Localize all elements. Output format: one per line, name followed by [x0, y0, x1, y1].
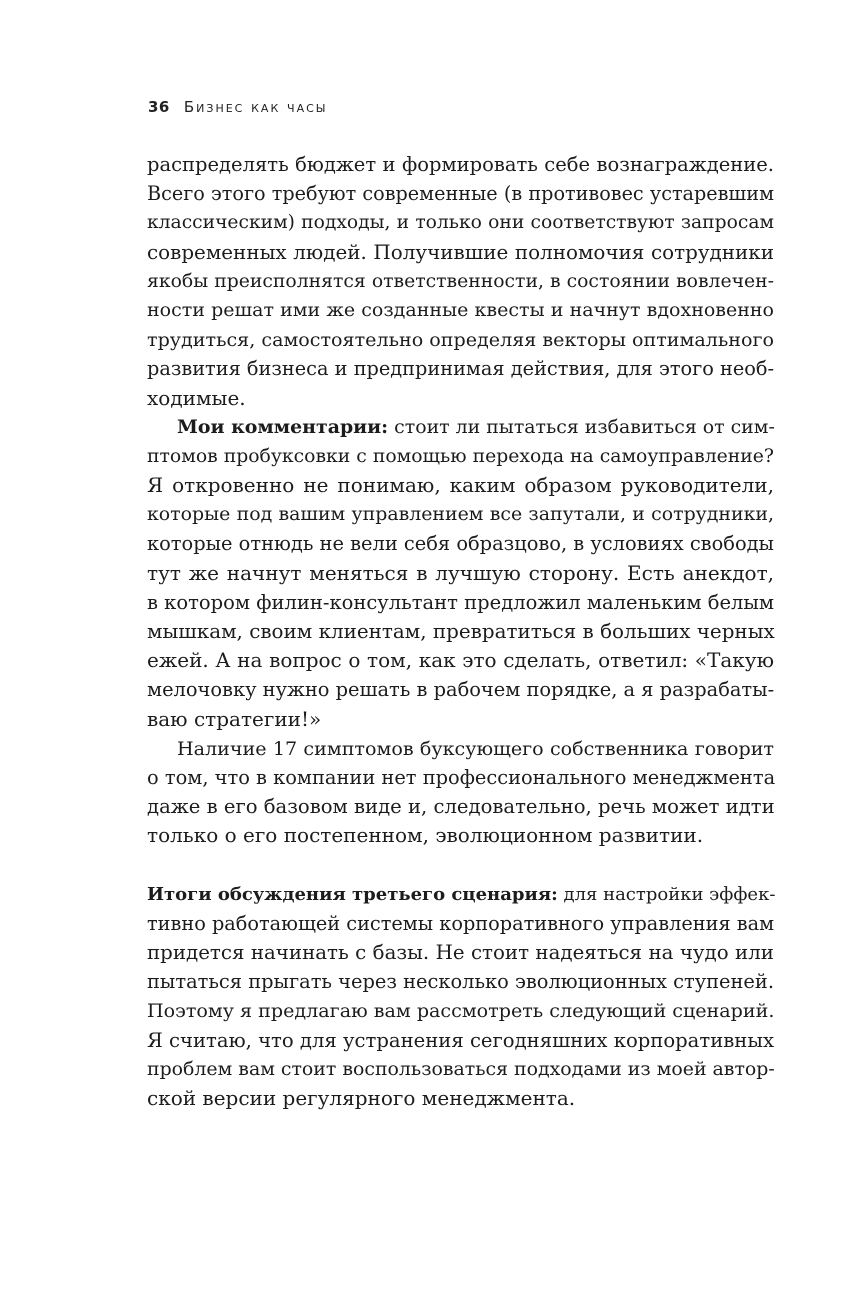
text-line: даже в его базовом виде и, следовательно, речь может идти	[147, 795, 775, 819]
running-head	[148, 97, 327, 117]
text-line: классическим) подходы, и только они соответствуют запросам	[147, 212, 774, 234]
paragraph-1	[147, 150, 774, 413]
summary-lead-rest: для настройки эффек-	[557, 883, 776, 905]
text-line: якобы преисполнятся ответственности, в состоянии вовлечен-	[147, 270, 774, 292]
text-line: ходимые.	[147, 385, 246, 410]
text-line: трудиться, самостоятельно определяя векторы оптимального	[147, 328, 774, 352]
text-line: в котором филин-консультант предложил маленьким белым	[147, 590, 775, 614]
comments-lead: Мои комментарии:	[177, 415, 389, 438]
paragraph-4	[147, 880, 774, 1114]
paragraph-2	[147, 413, 774, 734]
text-line: пытаться прыгать через несколько эволюционных ступеней.	[147, 970, 774, 994]
text-line: тут же начнут меняться в лучшую сторону. Есть анекдот,	[147, 560, 774, 585]
text-line: Я откровенно не понимаю, каким образом руководители,	[147, 473, 774, 498]
text-line: развития бизнеса и предпринимая действия, для этого необ-	[147, 357, 774, 381]
comments-lead-rest: стоит ли пытаться избавиться от сим-	[388, 415, 775, 438]
page-number: 36	[148, 98, 170, 116]
paragraph-3	[147, 734, 774, 851]
text-line	[147, 413, 774, 442]
text-line	[147, 880, 774, 909]
text-line: которые отнюдь не вели себя образцово, в условиях свободы	[147, 532, 774, 556]
text-line: проблем вам стоит воспользоваться подходами из моей автор-	[147, 1057, 775, 1080]
text-line: Всего этого требуют современные (в противовес устаревшим	[147, 182, 774, 206]
text-line: придется начинать с базы. Не стоит надеяться на чудо или	[147, 941, 774, 965]
paragraph-gap	[147, 851, 774, 880]
text-line: которые под вашим управлением все запутали, и сотрудники,	[147, 503, 774, 526]
text-line: ской версии регулярного менеджмента.	[147, 1086, 576, 1110]
book-title: Бизнес как часы	[183, 98, 328, 116]
text-line: птомов пробуксовки с помощью перехода на самоуправление?	[147, 445, 774, 467]
text-line: Наличие 17 симптомов буксующего собственника говорит	[177, 736, 774, 760]
text-line: ности решат ими же созданные квесты и начнут вдохновенно	[147, 298, 774, 321]
text-line: о том, что в компании нет профессионального менеджмента	[147, 765, 776, 789]
text-line: Я считаю, что для устранения сегодняшних корпоративных	[147, 1028, 774, 1052]
body-text	[147, 150, 774, 1113]
text-line: мышкам, своим клиентам, превратиться в больших черных	[147, 620, 775, 643]
text-line: современных людей. Получившие полномочия сотрудники	[147, 240, 774, 264]
text-line: ежей. А на вопрос о том, как это сделать, ответил: «Такую	[147, 648, 774, 673]
summary-lead: Итоги обсуждения третьего сценария:	[147, 883, 558, 905]
text-line: тивно работающей системы корпоративного управления вам	[147, 911, 775, 935]
text-line: распределять бюджет и формировать себе вознаграждение.	[147, 153, 774, 176]
text-line: мелочовку нужно решать в рабочем порядке, а я разрабаты-	[147, 678, 775, 702]
text-line: Поэтому я предлагаю вам рассмотреть следующий сценарий.	[147, 999, 775, 1023]
text-line: ваю стратегии!»	[147, 706, 322, 731]
text-line: только о его постепенном, эволюционном развитии.	[147, 823, 704, 848]
